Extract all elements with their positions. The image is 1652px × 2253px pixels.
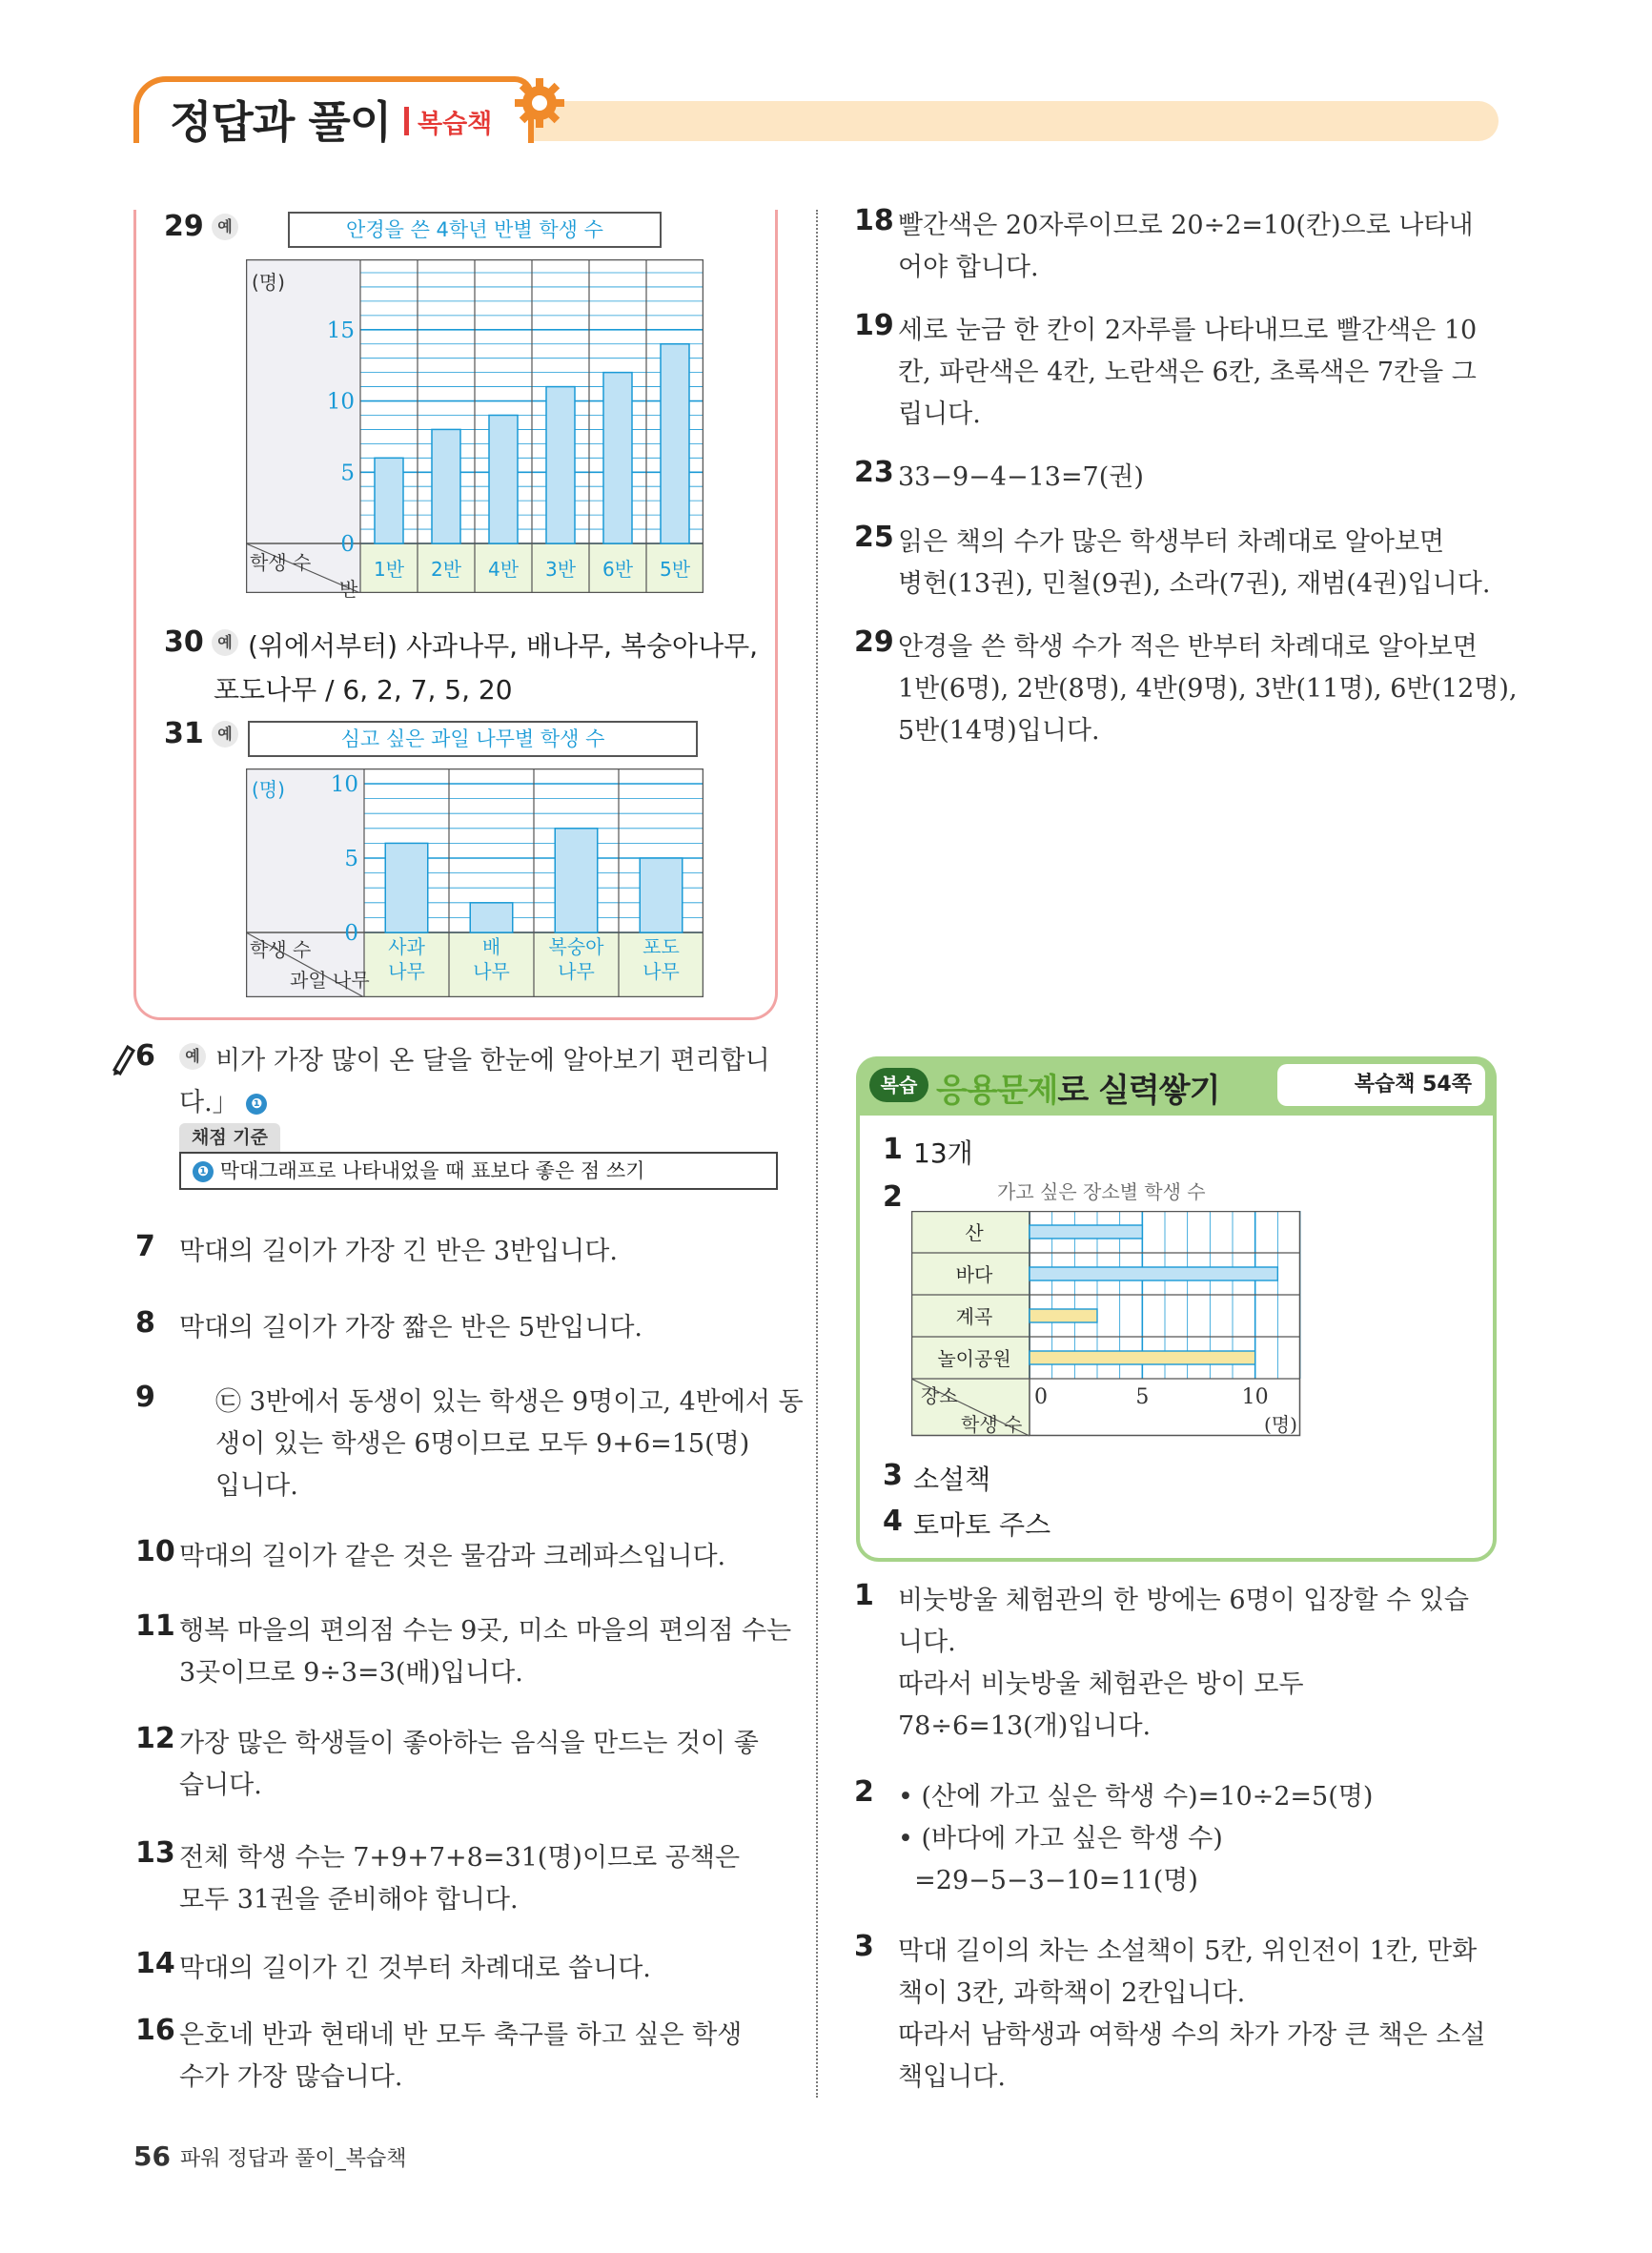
header-separator xyxy=(404,107,409,135)
review-badge: 복습 xyxy=(869,1068,928,1102)
solution-line: • (바다에 가고 싶은 학생 수) xyxy=(898,1824,1223,1854)
answer-number: 2 xyxy=(883,1180,903,1214)
solution-line: 책이 3칸, 과학책이 2칸입니다. xyxy=(898,1978,1246,2008)
answer-number: 29 xyxy=(854,625,894,659)
corner-label-bottom: 반 xyxy=(339,578,358,601)
category-label: 3반 xyxy=(544,558,577,581)
answer-number: 12 xyxy=(135,1722,175,1755)
answer-number: 14 xyxy=(135,1947,175,1980)
answer-number: 4 xyxy=(883,1505,903,1538)
answer-number: 13 xyxy=(135,1836,175,1870)
answer-number: 7 xyxy=(135,1230,155,1263)
category-label: 5반 xyxy=(659,558,691,581)
page-header-subtitle: 복습책 xyxy=(418,110,493,139)
answer-line: ㉢ 3반에서 동생이 있는 학생은 9명이고, 4반에서 동 xyxy=(215,1387,804,1417)
solution-line: 78÷6=13(개)입니다. xyxy=(898,1711,1152,1741)
category-label: 사과 xyxy=(388,935,425,958)
answer-number: 1 xyxy=(883,1133,903,1166)
gear-icon xyxy=(511,74,568,132)
bar-chart-glasses xyxy=(246,259,704,593)
bar xyxy=(603,373,632,543)
unit-label: (명) xyxy=(1264,1413,1297,1436)
x-tick-label: 10 xyxy=(1241,1385,1269,1409)
category-label: 나무 xyxy=(473,960,510,983)
bar xyxy=(432,429,460,543)
x-tick-label: 5 xyxy=(1135,1385,1150,1409)
solution-number: 2 xyxy=(854,1775,874,1809)
solution-line: 따라서 남학생과 여학생 수의 차가 가장 큰 책은 소설 xyxy=(898,2020,1486,2050)
y-tick-label: 15 xyxy=(326,317,355,343)
horizontal-bar-chart-places xyxy=(911,1211,1312,1440)
corner-label-top: 장소 xyxy=(921,1384,958,1407)
answer-number: 23 xyxy=(854,456,894,489)
answer-line: 읽은 책의 수가 많은 학생부터 차례대로 알아보면 xyxy=(898,527,1445,557)
answer-line: 빨간색은 20자루이므로 20÷2=10(칸)으로 나타내 xyxy=(898,211,1474,240)
answer-line: 5반(14명)입니다. xyxy=(898,716,1100,746)
unit-label: (명) xyxy=(252,778,285,801)
y-tick-label: 5 xyxy=(340,461,355,486)
solution-line: 따라서 비눗방울 체험관은 방이 모두 xyxy=(898,1669,1304,1699)
category-label: 나무 xyxy=(642,960,680,983)
chart-title: 가고 싶은 장소별 학생 수 xyxy=(997,1180,1206,1203)
label-column xyxy=(246,768,364,997)
answer-line: 모두 31권을 준비해야 합니다. xyxy=(179,1885,519,1915)
answer-line: 막대의 길이가 같은 것은 물감과 크레파스입니다. xyxy=(179,1542,726,1571)
solution-line: =29−5−3−10=11(명) xyxy=(898,1866,1198,1895)
number-circle: ❶ xyxy=(246,1094,267,1115)
category-label: 복숭아 xyxy=(548,935,604,958)
y-tick-label: 0 xyxy=(340,532,355,557)
answer-line: 병헌(13권), 민철(9권), 소라(7권), 재범(4권)입니다. xyxy=(898,569,1491,599)
chart-title: 안경을 쓴 4학년 반별 학생 수 xyxy=(288,212,662,248)
x-tick-label: 0 xyxy=(1034,1385,1048,1409)
answer-line: 습니다. xyxy=(179,1771,262,1800)
solution-line: • (산에 가고 싶은 학생 수)=10÷2=5(명) xyxy=(898,1782,1374,1812)
y-tick-label: 10 xyxy=(326,389,355,415)
answer-text: 토마토 주스 xyxy=(913,1509,1051,1541)
answer-line: 막대의 길이가 가장 짧은 반은 5반입니다. xyxy=(179,1313,642,1342)
bar xyxy=(375,458,403,543)
question-number: 6 xyxy=(135,1039,155,1073)
answer-number: 3 xyxy=(883,1459,903,1492)
solution-line: 책입니다. xyxy=(898,2062,1006,2092)
answer-number: 10 xyxy=(135,1535,175,1568)
page-header-title: 정답과 풀이 xyxy=(170,96,392,148)
example-badge: 예 xyxy=(212,214,238,240)
review-section-title: 응용문제로 실력쌓기 xyxy=(936,1072,1220,1110)
page-reference: 복습책 54쪽 xyxy=(1277,1064,1485,1106)
category-label: 4반 xyxy=(487,558,520,581)
answer-line: 다.」 ❶ xyxy=(179,1081,267,1118)
category-label: 산 xyxy=(965,1221,984,1244)
bar xyxy=(1030,1309,1097,1322)
answer-line: 안경을 쓴 학생 수가 적은 반부터 차례대로 알아보면 xyxy=(898,632,1478,662)
page-footer: 56 파워 정답과 풀이_복습책 xyxy=(133,2140,407,2172)
bar xyxy=(640,858,683,932)
solution-line: 비눗방울 체험관의 한 방에는 6명이 입장할 수 있습 xyxy=(898,1586,1469,1615)
page-number: 56 xyxy=(133,2140,171,2172)
answer-line: 칸, 파란색은 4칸, 노란색은 6칸, 초록색은 7칸을 그 xyxy=(898,358,1477,387)
bar xyxy=(1030,1225,1142,1239)
pencil-icon xyxy=(111,1043,135,1075)
answer-line: 립니다. xyxy=(898,399,981,429)
answer-line: 막대의 길이가 가장 긴 반은 3반입니다. xyxy=(179,1237,618,1266)
chart-title: 심고 싶은 과일 나무별 학생 수 xyxy=(248,721,698,757)
answer-line: 수가 가장 많습니다. xyxy=(179,2062,403,2092)
solution-number: 3 xyxy=(854,1930,874,1963)
solution-line: 막대 길이의 차는 소설책이 5칸, 위인전이 1칸, 만화 xyxy=(898,1936,1478,1966)
grading-label: 채점 기준 xyxy=(179,1123,280,1152)
example-badge: 예 xyxy=(212,629,238,656)
bar xyxy=(661,344,689,543)
answer-line: 입니다. xyxy=(215,1471,298,1501)
answer-line: 어야 합니다. xyxy=(898,253,1039,282)
answer-line: 비가 가장 많이 온 달을 한눈에 알아보기 편리합니 xyxy=(215,1046,770,1075)
number-circle: ❶ xyxy=(193,1161,214,1182)
answer-number: 16 xyxy=(135,2014,175,2047)
category-label: 계곡 xyxy=(955,1305,993,1328)
bar xyxy=(470,903,513,932)
answer-text: 소설책 xyxy=(913,1464,991,1495)
column-divider xyxy=(816,210,818,2098)
answer-line: 33−9−4−13=7(권) xyxy=(898,462,1144,492)
category-label: 나무 xyxy=(558,960,595,983)
corner-label-bottom: 과일 나무 xyxy=(290,969,370,992)
answer-number: 18 xyxy=(854,204,894,237)
y-tick-label: 10 xyxy=(330,772,358,797)
solution-line: 니다. xyxy=(898,1628,956,1657)
bar xyxy=(546,387,575,543)
answer-line: 전체 학생 수는 7+9+7+8=31(명)이므로 공책은 xyxy=(179,1843,741,1873)
category-label: 6반 xyxy=(602,558,634,581)
bar-chart-fruit-trees xyxy=(246,768,704,997)
category-label: 2반 xyxy=(430,558,462,581)
category-label: 나무 xyxy=(388,960,425,983)
bar xyxy=(1030,1267,1277,1280)
question-number: 30 xyxy=(164,625,204,659)
answer-line: (위에서부터) 사과나무, 배나무, 복숭아나무, xyxy=(248,630,759,662)
answer-number: 11 xyxy=(135,1609,175,1643)
example-badge: 예 xyxy=(212,721,238,748)
question-number: 29 xyxy=(164,210,204,243)
corner-label-top: 학생 수 xyxy=(250,551,312,574)
answer-line: 생이 있는 학생은 6명이므로 모두 9+6=15(명) xyxy=(215,1429,750,1459)
solution-number: 1 xyxy=(854,1579,874,1612)
y-tick-label: 0 xyxy=(344,921,358,946)
answer-text: 13개 xyxy=(913,1137,973,1169)
question-number: 31 xyxy=(164,717,204,750)
answer-line: 행복 마을의 편의점 수는 9곳, 미소 마을의 편의점 수는 xyxy=(179,1616,792,1646)
corner-label-top: 학생 수 xyxy=(250,938,312,961)
category-label: 1반 xyxy=(373,558,405,581)
bar xyxy=(1030,1351,1255,1364)
bar xyxy=(489,415,518,543)
unit-label: (명) xyxy=(252,271,285,294)
answer-line: 은호네 반과 현태네 반 모두 축구를 하고 싶은 학생 xyxy=(179,2020,743,2050)
category-label: 포도 xyxy=(642,935,680,958)
bar xyxy=(385,843,428,932)
answer-line: 가장 많은 학생들이 좋아하는 음식을 만드는 것이 좋 xyxy=(179,1729,759,1758)
answer-number: 8 xyxy=(135,1306,155,1340)
category-label: 배 xyxy=(481,935,501,958)
y-tick-label: 5 xyxy=(344,847,358,871)
answer-number: 19 xyxy=(854,309,894,342)
example-badge: 예 xyxy=(179,1043,206,1070)
answer-number: 25 xyxy=(854,521,894,554)
category-label: 놀이공원 xyxy=(937,1347,1011,1370)
bar xyxy=(555,829,598,932)
answer-number: 9 xyxy=(135,1381,155,1414)
category-label: 바다 xyxy=(955,1263,993,1286)
answer-line: 포도나무 / 6, 2, 7, 5, 20 xyxy=(214,674,513,706)
answer-line: 3곳이므로 9÷3=3(배)입니다. xyxy=(179,1658,523,1688)
answer-line: 세로 눈금 한 칸이 2자루를 나타내므로 빨간색은 10 xyxy=(898,316,1478,345)
grading-criteria: ❶ 막대그래프로 나타내었을 때 표보다 좋은 점 쓰기 xyxy=(179,1152,778,1190)
answer-line: 1반(6명), 2반(8명), 4반(9명), 3반(11명), 6반(12명), xyxy=(898,674,1518,704)
corner-label-bottom: 학생 수 xyxy=(961,1413,1023,1436)
answer-line: 막대의 길이가 긴 것부터 차례대로 씁니다. xyxy=(179,1954,651,1983)
